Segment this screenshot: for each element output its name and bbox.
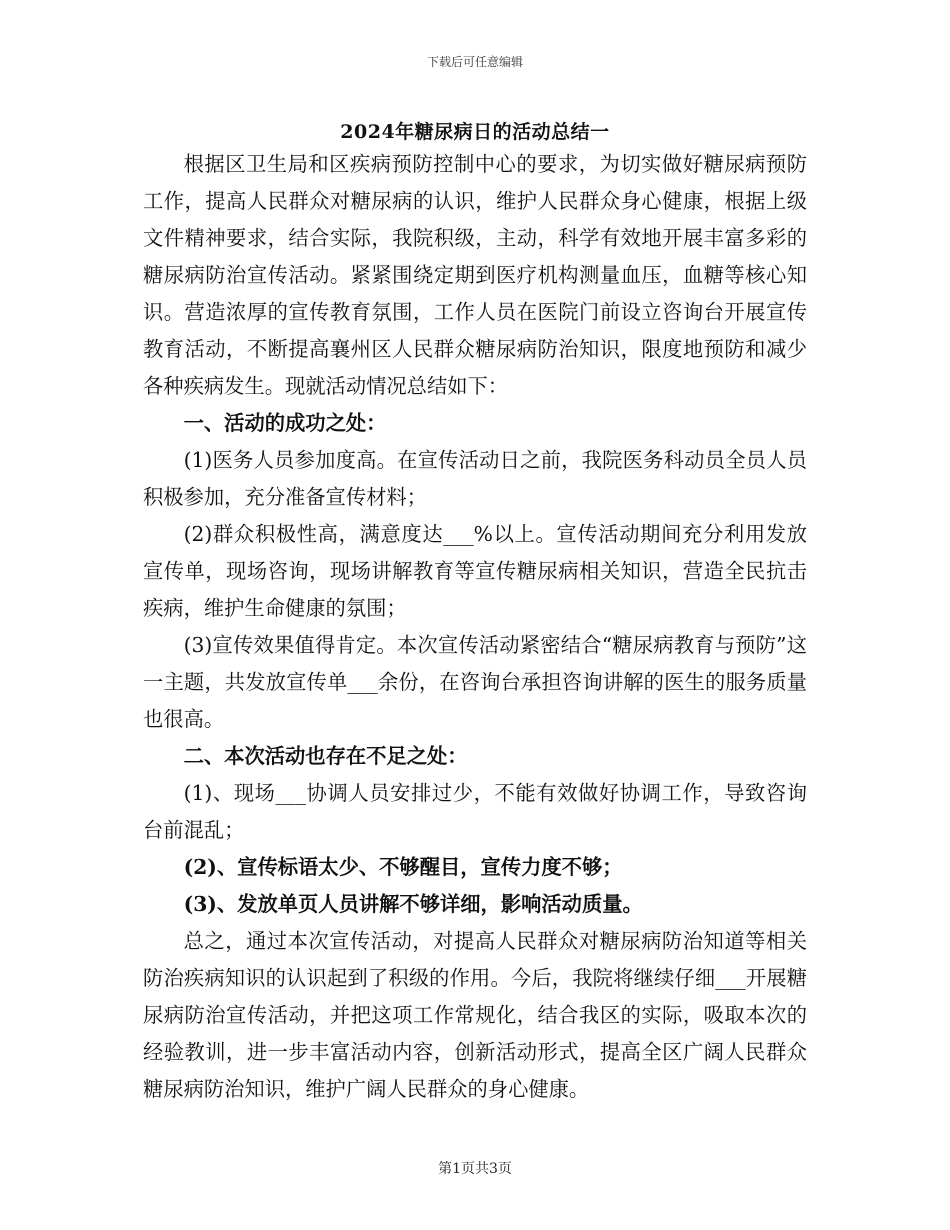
success-item-3: (3)宣传效果值得肯定。本次宣传活动紧密结合“糖尿病教育与预防”这一主题，共发放宣传单___余份，在咨询台承担咨询讲解的医生的服务质量也很高。 [143,633,807,731]
section-heading-shortcomings: 二、本次活动也存在不足之处： [183,744,468,768]
shortcoming-item-3: (3)、发放单页人员讲解不够详细，影响活动质量。 [183,892,643,916]
success-item-1: (1)医务人员参加度高。在宣传活动日之前，我院医务科动员全员人员积极参加，充分准备宣传材料； [143,448,807,509]
download-note: 下载后可任意编辑 [426,55,523,69]
shortcoming-item-1: (1)、现场___协调人员安排过少，不能有效做好协调工作，导致咨询台前混乱； [143,781,807,842]
success-item-2: (2)群众积极性高，满意度达___%以上。宣传活动期间充分利用发放宣传单，现场咨询，现场讲解教育等宣传糖尿病相关知识，营造全民抗击疾病，维护生命健康的氛围； [143,522,807,620]
conclusion-paragraph: 总之，通过本次宣传活动，对提高人民群众对糖尿病防治知道等相关防治疾病知识的认识起到了积级的作用。今后，我院将继续仔细___开展糖尿病防治宣传活动，并把这项工作常规化，结合我区的实际，吸取本次的经验教训，进一步丰富活动内容，创新活动形式，提高全区广阔人民群众糖尿病防治知识，维护广阔人民群众的身心健康。 [143,929,807,1101]
section-heading-successes: 一、活动的成功之处： [183,411,387,435]
document-body [143,146,807,1108]
intro-paragraph: 根据区卫生局和区疾病预防控制中心的要求，为切实做好糖尿病预防工作，提高人民群众对糖尿病的认识，维护人民群众身心健康，根据上级文件精神要求，结合实际，我院积级，主动，科学有效地开展丰富多彩的糖尿病防治宣传活动。紧紧围绕定期到医疗机构测量血压，血糖等核心知识。营造浓厚的宣传教育氛围，工作人员在医院门前设立咨询台开展宣传教育活动，不断提高襄州区人民群众糖尿病防治知识，限度地预防和减少各种疾病发生。现就活动情况总结如下： [143,152,807,398]
document-title: 2024年糖尿病日的活动总结一 [340,121,610,143]
shortcoming-item-2: (2)、宣传标语太少、不够醒目，宣传力度不够； [183,855,623,879]
page-number: 第1页共3页 [438,1161,512,1177]
